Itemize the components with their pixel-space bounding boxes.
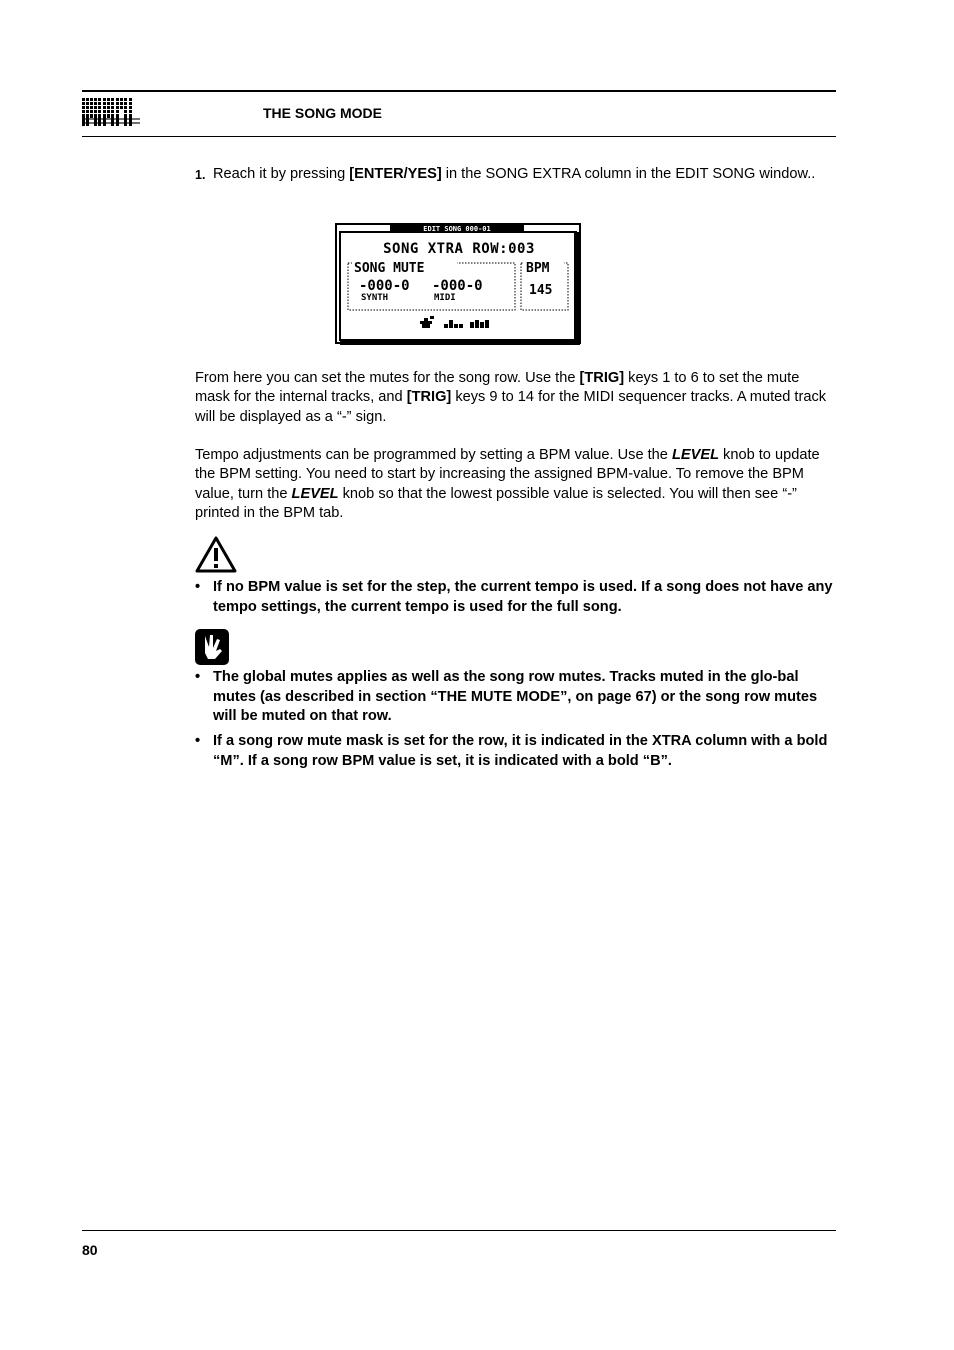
lcd-bpm-value: 145: [529, 283, 553, 298]
level-knob: LEVEL: [291, 485, 339, 502]
lcd-bpm-label: BPM: [526, 261, 550, 276]
elektron-logo: [82, 98, 142, 128]
lcd-synth-mask: -000-0: [359, 278, 410, 294]
header-bottom-rule: [82, 136, 836, 137]
lcd-tab-title: EDIT SONG 000-01: [423, 225, 491, 233]
page-number: 80: [82, 1242, 98, 1258]
header-top-rule: [82, 90, 836, 92]
trig-key: [TRIG]: [406, 389, 452, 406]
tip-bullet-global-mutes: • The global mutes applies as well as the song row mutes. Tracks muted in the glo-bal mutes (as described in section “THE MUTE MODE”, on page 67) or the song row mutes will be muted on that row.: [195, 669, 818, 724]
hand-tip-icon: [195, 629, 229, 665]
step-text: Reach it by pressing [ENTER/YES] in the SONG EXTRA column in the EDIT SONG window..: [213, 166, 816, 182]
warning-icon: [195, 536, 237, 574]
warning-bullet: • If no BPM value is set for the step, the current tempo is used. If a song does not have any tempo settings, the current tempo is used for the full song.: [195, 579, 833, 615]
lcd-heading: SONG XTRA ROW:003: [383, 241, 535, 257]
tempo-paragraph: Tempo adjustments can be programmed by setting a BPM value. Use the LEVEL knob to update the BPM setting. You need to start by increasing the assigned BPM-value. To remove the BPM value, turn the LEVEL knob so that the lowest possible value is selected. You will then see “-” printed in the BPM tab.: [195, 447, 820, 521]
step-1: [195, 164, 835, 184]
level-knob: LEVEL: [671, 447, 719, 463]
enter-yes-key: [ENTER/YES]: [349, 166, 442, 182]
header-title: THE SONG MODE: [263, 105, 383, 121]
lcd-midi-label: MIDI: [434, 293, 456, 303]
lcd-mute-label: SONG MUTE: [354, 261, 425, 276]
lcd-midi-mask: -000-0: [432, 278, 483, 294]
footer-rule: [82, 1230, 836, 1231]
trig-key: [TRIG]: [579, 370, 625, 386]
lcd-mute-indicator-icon: [444, 320, 489, 328]
lcd-screen: [334, 222, 584, 348]
lcd-synth-label: SYNTH: [361, 293, 389, 303]
lcd-navigation-icon: [420, 316, 434, 328]
tip-bullet-mute-mask: • If a song row mute mask is set for the row, it is indicated in the XTRA column with a bold “M”. If a song row BPM value is set, it is indicated with a bold “B”.: [195, 733, 828, 769]
mutes-paragraph: From here you can set the mutes for the song row. Use the [TRIG] keys 1 to 6 to set the mute mask for the internal tracks, and [TRIG] keys 9 to 14 for the MIDI sequencer tracks. A muted track will be displayed as a “-” sign.: [195, 370, 827, 425]
step-number: 1.: [195, 168, 206, 182]
